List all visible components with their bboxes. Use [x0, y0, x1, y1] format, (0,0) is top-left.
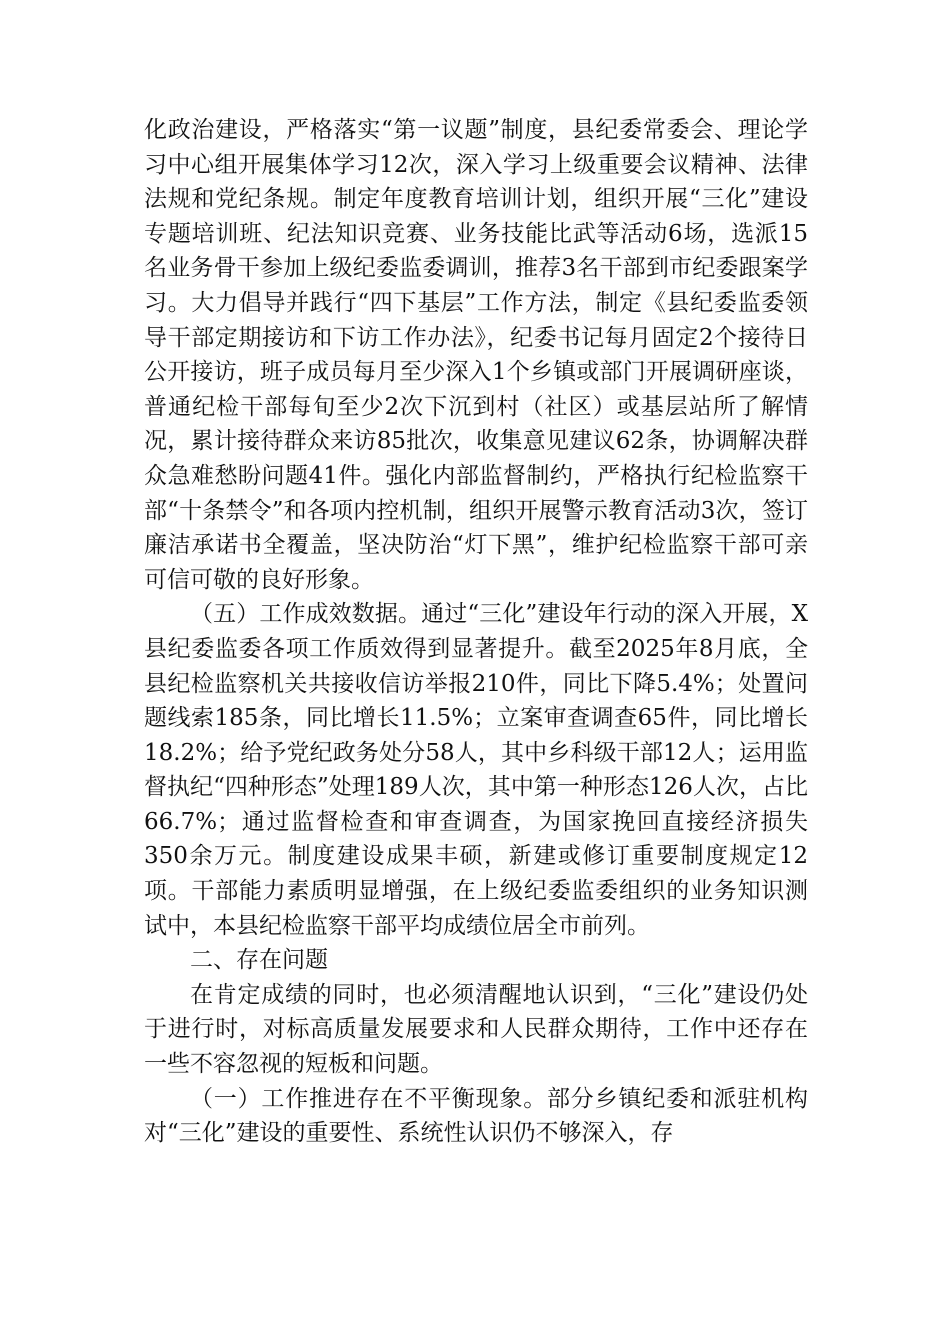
section-heading-existing-problems: 二、存在问题 — [190, 947, 328, 974]
paragraph-political-building: 化政治建设，严格落实“第一议题”制度，县纪委常委会、理论学习中心组开展集体学习12次，深入学习上级重要会议精神、法律法规和党纪条规。制定年度教育培训计划，组织开展“三化”建设专题培训班、纪法知识竞赛、业务技能比武等活动6场，选派15名业务骨干参加上级纪委监委调训，推荐3名干部到市纪委跟案学习。大力倡导并践行“四下基层”工作方法，制定《县纪委监委领导干部定期接访和下访工作办法》，纪委书记每月固定2个接待日公开接访，班子成员每月至少深入1个乡镇或部门开展调研座谈，普通纪检干部每旬至少2次下沉到村（社区）或基层站所了解情况，累计接待群众来访85批次，收集意见建议62条，协调解决群众急难愁盼问题41件。强化内部监督制约，严格执行纪检监察干部“十条禁令”和各项内控机制，组织开展警示教育活动3次，签订廉洁承诺书全覆盖，坚决防治“灯下黑”，维护纪检监察干部可亲可信可敬的良好形象。 — [144, 117, 808, 593]
paragraph-problems-intro: 在肯定成绩的同时，也必须清醒地认识到，“三化”建设仍处于进行时，对标高质量发展要求和人民群众期待，工作中还存在一些不容忽视的短板和问题。 — [144, 981, 808, 1078]
paragraph-imbalance: （一）工作推进存在不平衡现象。部分乡镇纪委和派驻机构对“三化”建设的重要性、系统性认识仍不够深入，存 — [144, 1085, 808, 1147]
document-body — [144, 113, 808, 1151]
paragraph-work-results-data: （五）工作成效数据。通过“三化”建设年行动的深入开展，X县纪委监委各项工作质效得到显著提升。截至2025年8月底，全县纪检监察机关共接收信访举报210件，同比下降5.4%；处置问题线索185条，同比增长11.5%；立案审查调查65件，同比增长18.2%；给予党纪政务处分58人，其中乡科级干部12人；运用监督执纪“四种形态”处理189人次，其中第一种形态126人次，占比66.7%；通过监督检查和审查调查，为国家挽回直接经济损失350余万元。制度建设成果丰硕，新建或修订重要制度规定12项。干部能力素质明显增强，在上级纪委监委组织的业务知识测试中，本县纪检监察干部平均成绩位居全市前列。 — [144, 601, 808, 939]
